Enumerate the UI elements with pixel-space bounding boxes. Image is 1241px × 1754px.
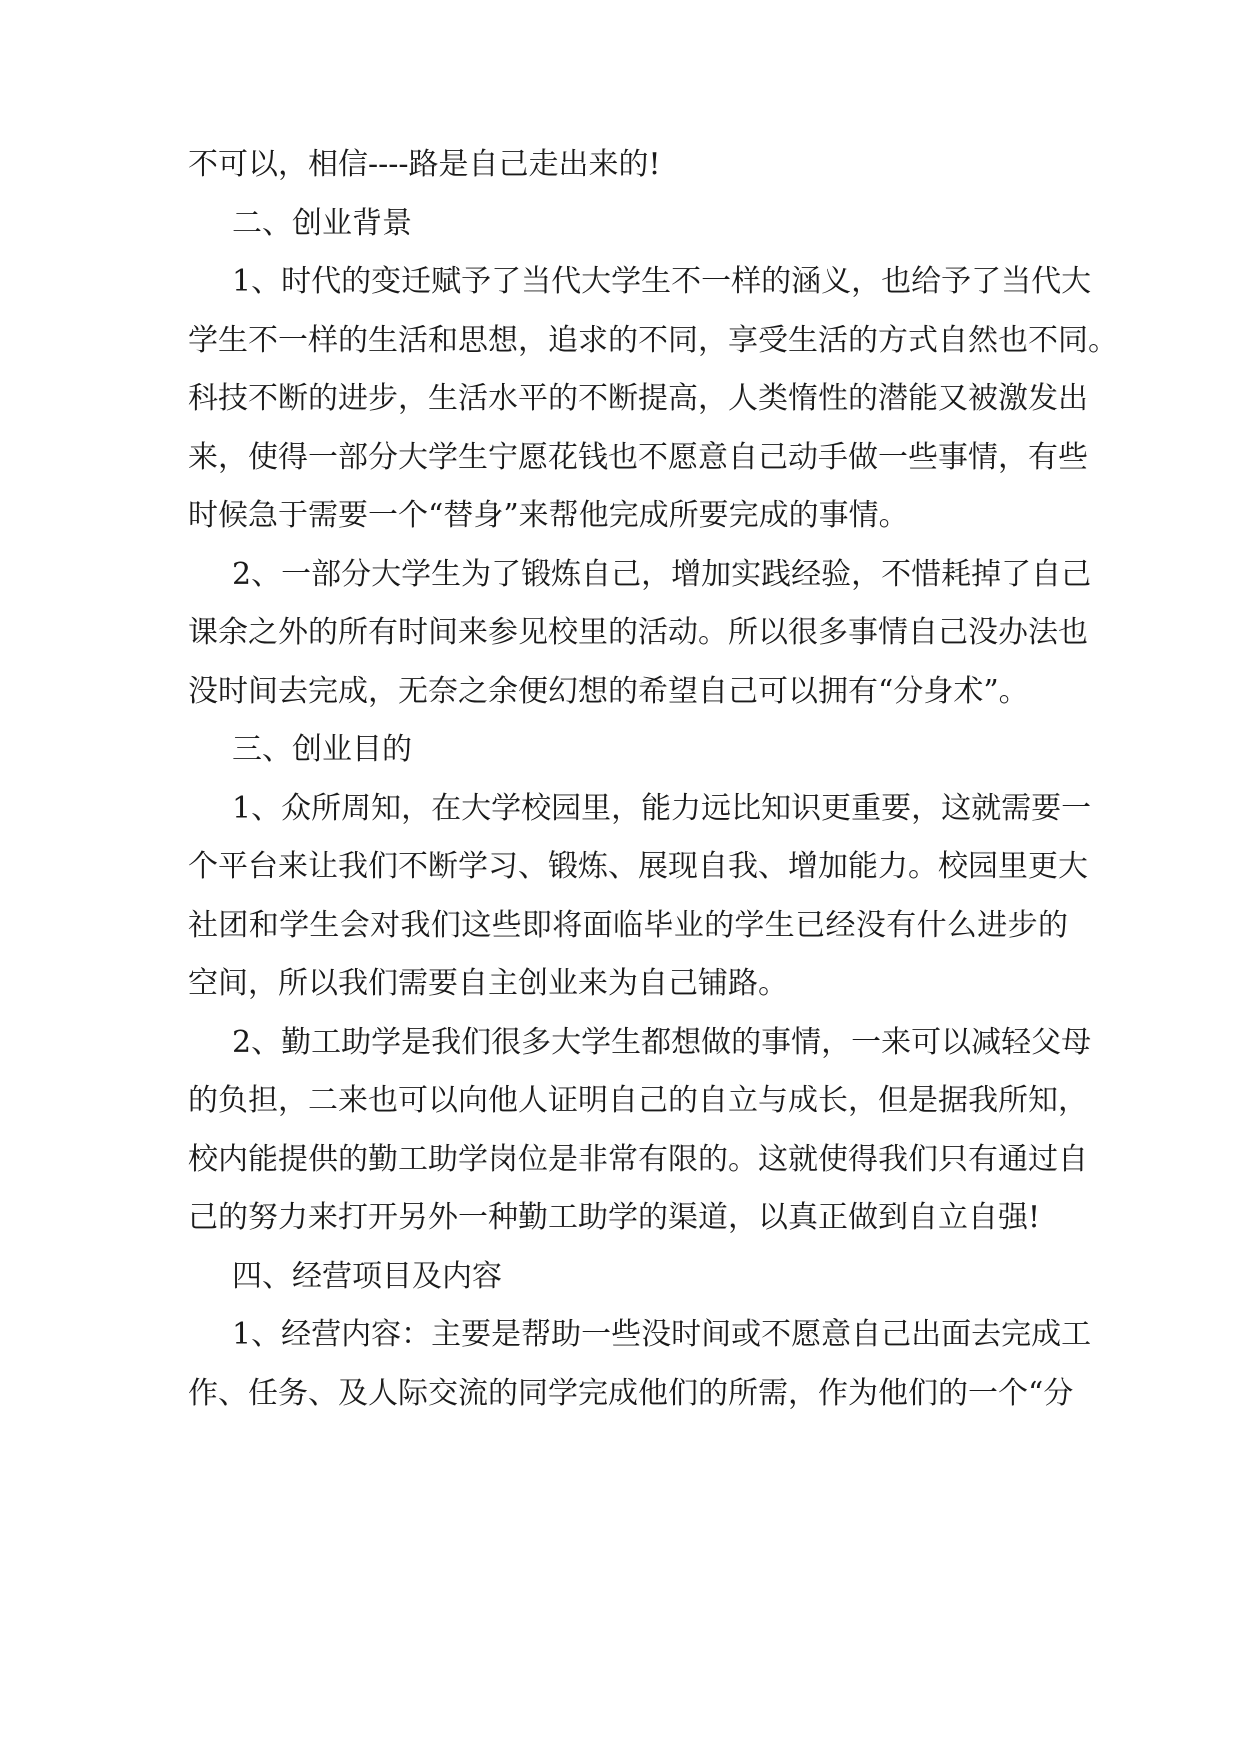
- paragraph-line: 的负担，二来也可以向他人证明自己的自立与成长，但是据我所知，: [188, 1083, 1088, 1118]
- paragraph-line: 己的努力来打开另外一种勤工助学的渠道，以真正做到自立自强!: [188, 1200, 1041, 1235]
- paragraph-line: 学生不一样的生活和思想，追求的不同，享受生活的方式自然也不同。: [188, 323, 1118, 358]
- paragraph-line: 社团和学生会对我们这些即将面临毕业的学生已经没有什么进步的: [188, 908, 1068, 943]
- paragraph-line: 不可以，相信----路是自己走出来的!: [188, 147, 661, 182]
- paragraph-line: 校内能提供的勤工助学岗位是非常有限的。这就使得我们只有通过自: [188, 1142, 1088, 1177]
- paragraph-line: 科技不断的进步，生活水平的不断提高，人类惰性的潜能又被激发出: [188, 381, 1088, 416]
- section-heading: 三、创业目的: [232, 732, 412, 767]
- paragraph-line: 1、经营内容：主要是帮助一些没时间或不愿意自己出面去完成工: [232, 1317, 1092, 1352]
- section-heading: 二、创业背景: [232, 206, 412, 241]
- paragraph-line: 个平台来让我们不断学习、锻炼、展现自我、增加能力。校园里更大: [188, 849, 1088, 884]
- paragraph-line: 2、勤工助学是我们很多大学生都想做的事情，一来可以减轻父母: [232, 1025, 1092, 1060]
- paragraph-line: 1、时代的变迁赋予了当代大学生不一样的涵义，也给予了当代大: [232, 264, 1092, 299]
- paragraph-line: 2、一部分大学生为了锻炼自己，增加实践经验，不惜耗掉了自己: [232, 557, 1092, 592]
- paragraph-line: 来，使得一部分大学生宁愿花钱也不愿意自己动手做一些事情，有些: [188, 440, 1088, 475]
- paragraph-line: 空间，所以我们需要自主创业来为自己铺路。: [188, 966, 788, 1001]
- paragraph-line: 课余之外的所有时间来参见校里的活动。所以很多事情自己没办法也: [188, 615, 1088, 650]
- paragraph-line: 时候急于需要一个“替身”来帮他完成所要完成的事情。: [188, 498, 909, 533]
- paragraph-line: 没时间去完成，无奈之余便幻想的希望自己可以拥有“分身术”。: [188, 674, 1029, 709]
- section-heading: 四、经营项目及内容: [232, 1259, 502, 1294]
- paragraph-line: 作、任务、及人际交流的同学完成他们的所需，作为他们的一个“分: [188, 1376, 1074, 1411]
- paragraph-line: 1、众所周知，在大学校园里，能力远比知识更重要，这就需要一: [232, 791, 1092, 826]
